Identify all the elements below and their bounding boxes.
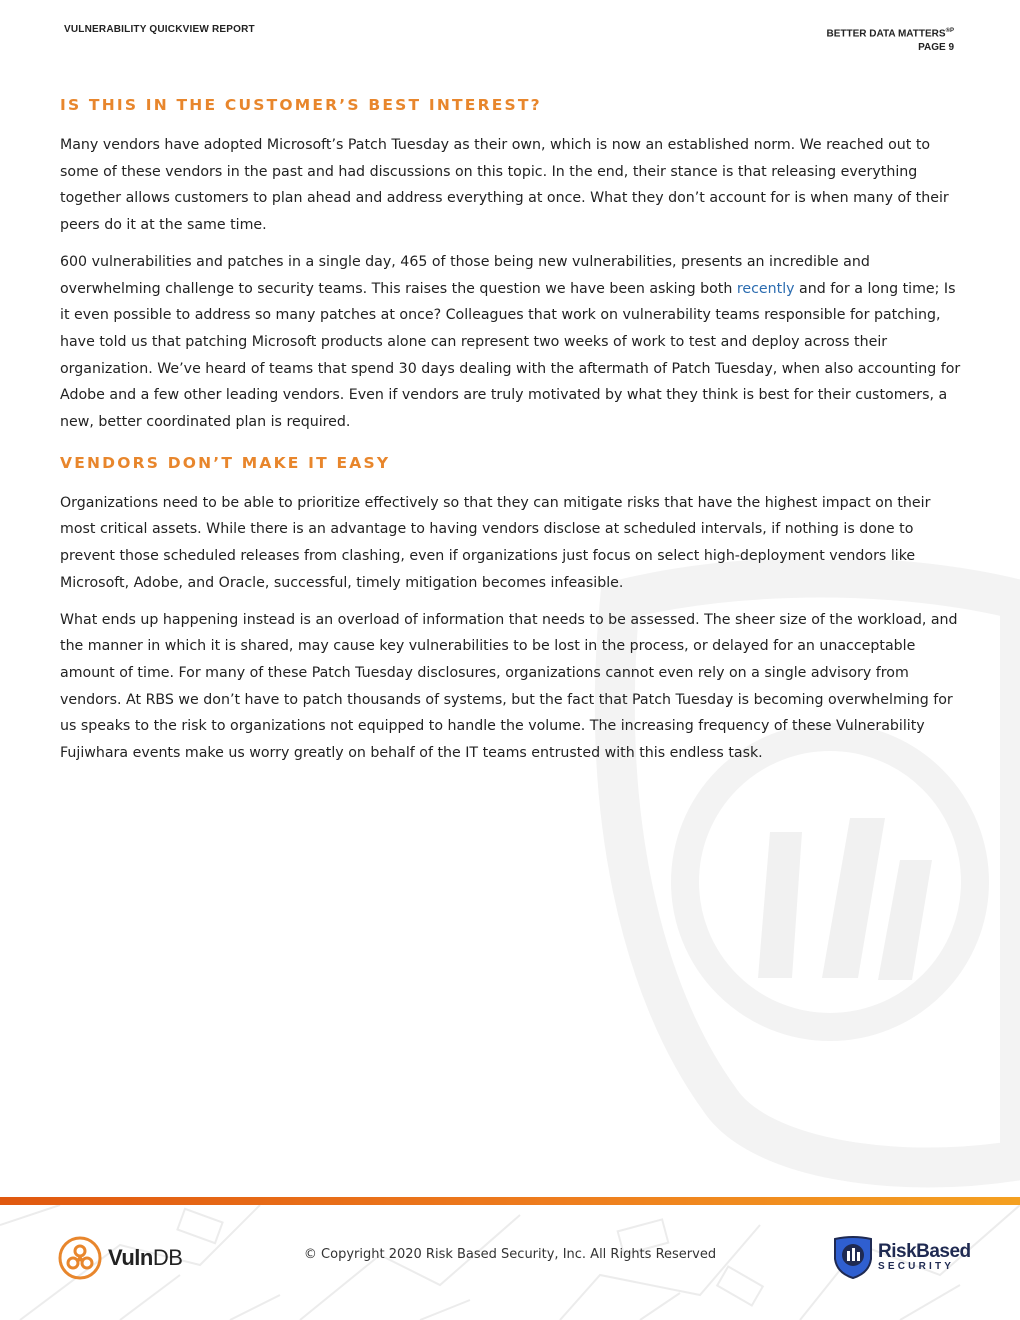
paragraph: Organizations need to be able to prioritize effectively so that they can mitigate risks that have the highest impact on their most critical assets. While there is an advantage to having vendors disclose at scheduled intervals, if nothing is done to prevent those scheduled releases from clashing, even if organizations just focus on select high-deployment vendors like Microsoft, Adobe, and Oracle, successful, timely mitigation becomes infeasible.	[60, 494, 931, 591]
tagline: BETTER DATA MATTERS	[826, 28, 946, 40]
rbs-sub: SECURITY	[878, 1261, 955, 1272]
main-content	[60, 96, 962, 777]
section-heading-customer-interest: IS THIS IN THE CUSTOMER’S BEST INTEREST?	[60, 96, 542, 114]
paragraph-text: 600 vulnerabilities and patches in a single day, 465 of those being new vulnerabilities, presents an incredible and overwhelming challenge to security teams. This raises the question we have been asking both	[60, 253, 870, 297]
vulndb-wordmark: VulnDB	[108, 1245, 183, 1270]
paragraph	[60, 249, 962, 436]
tagline-mark: ®P	[945, 28, 954, 34]
copyright: © Copyright 2020 Risk Based Security, Inc. All Rights Reserved	[303, 1247, 717, 1262]
rbs-name: RiskBased	[878, 1241, 971, 1262]
recently-link[interactable]: recently	[736, 280, 795, 297]
page-number: PAGE 9	[918, 42, 954, 54]
footer-bar	[0, 1197, 1020, 1205]
footer	[0, 1205, 1020, 1320]
section-heading-vendors: VENDORS DON’T MAKE IT EASY	[60, 453, 391, 472]
paragraph: What ends up happening instead is an overload of information that needs to be assessed. The sheer size of the workload, and the manner in which it is shared, may cause key vulnerabilities to be lost in the process, or delayed for an unacceptable amount of time. For many of these Patch Tuesday disclosures, organizations cannot even rely on a single advisory from vendors. At RBS we don’t have to patch thousands of systems, but the fact that Patch Tuesday is becoming overwhelming for us speaks to the risk to organizations not equipped to handle the volume. The increasing frequency of these Vulnerability Fujiwhara events make us worry greatly on behalf of the IT teams entrusted with this endless task.	[60, 611, 958, 762]
report-title: VULNERABILITY QUICKVIEW REPORT	[64, 24, 255, 35]
paragraph: Many vendors have adopted Microsoft’s Patch Tuesday as their own, which is now an established norm. We reached out to some of these vendors in the past and had discussions on this topic. In the end, their stance is that releasing everything together allows customers to plan ahead and address everything at once. What they don’t account for is when many of their peers do it at the same time.	[60, 137, 949, 234]
rbs-shield-icon	[832, 1235, 874, 1279]
header-right	[827, 24, 955, 55]
rbs-logo	[832, 1235, 971, 1279]
paragraph-text: and for a long time; Is it even possible to address so many patches at once? Colleagues that work on vulnerability teams responsible for patching, have told us that patching Microsoft products alone can represent two weeks of work to test and deploy across their organization. We’ve heard of teams that spend 30 days dealing with the aftermath of Patch Tuesday, when also accounting for Adobe and a few other leading vendors. Even if vendors are truly motivated by what they think is best for their customers, a new, better coordinated plan is required.	[60, 280, 961, 431]
